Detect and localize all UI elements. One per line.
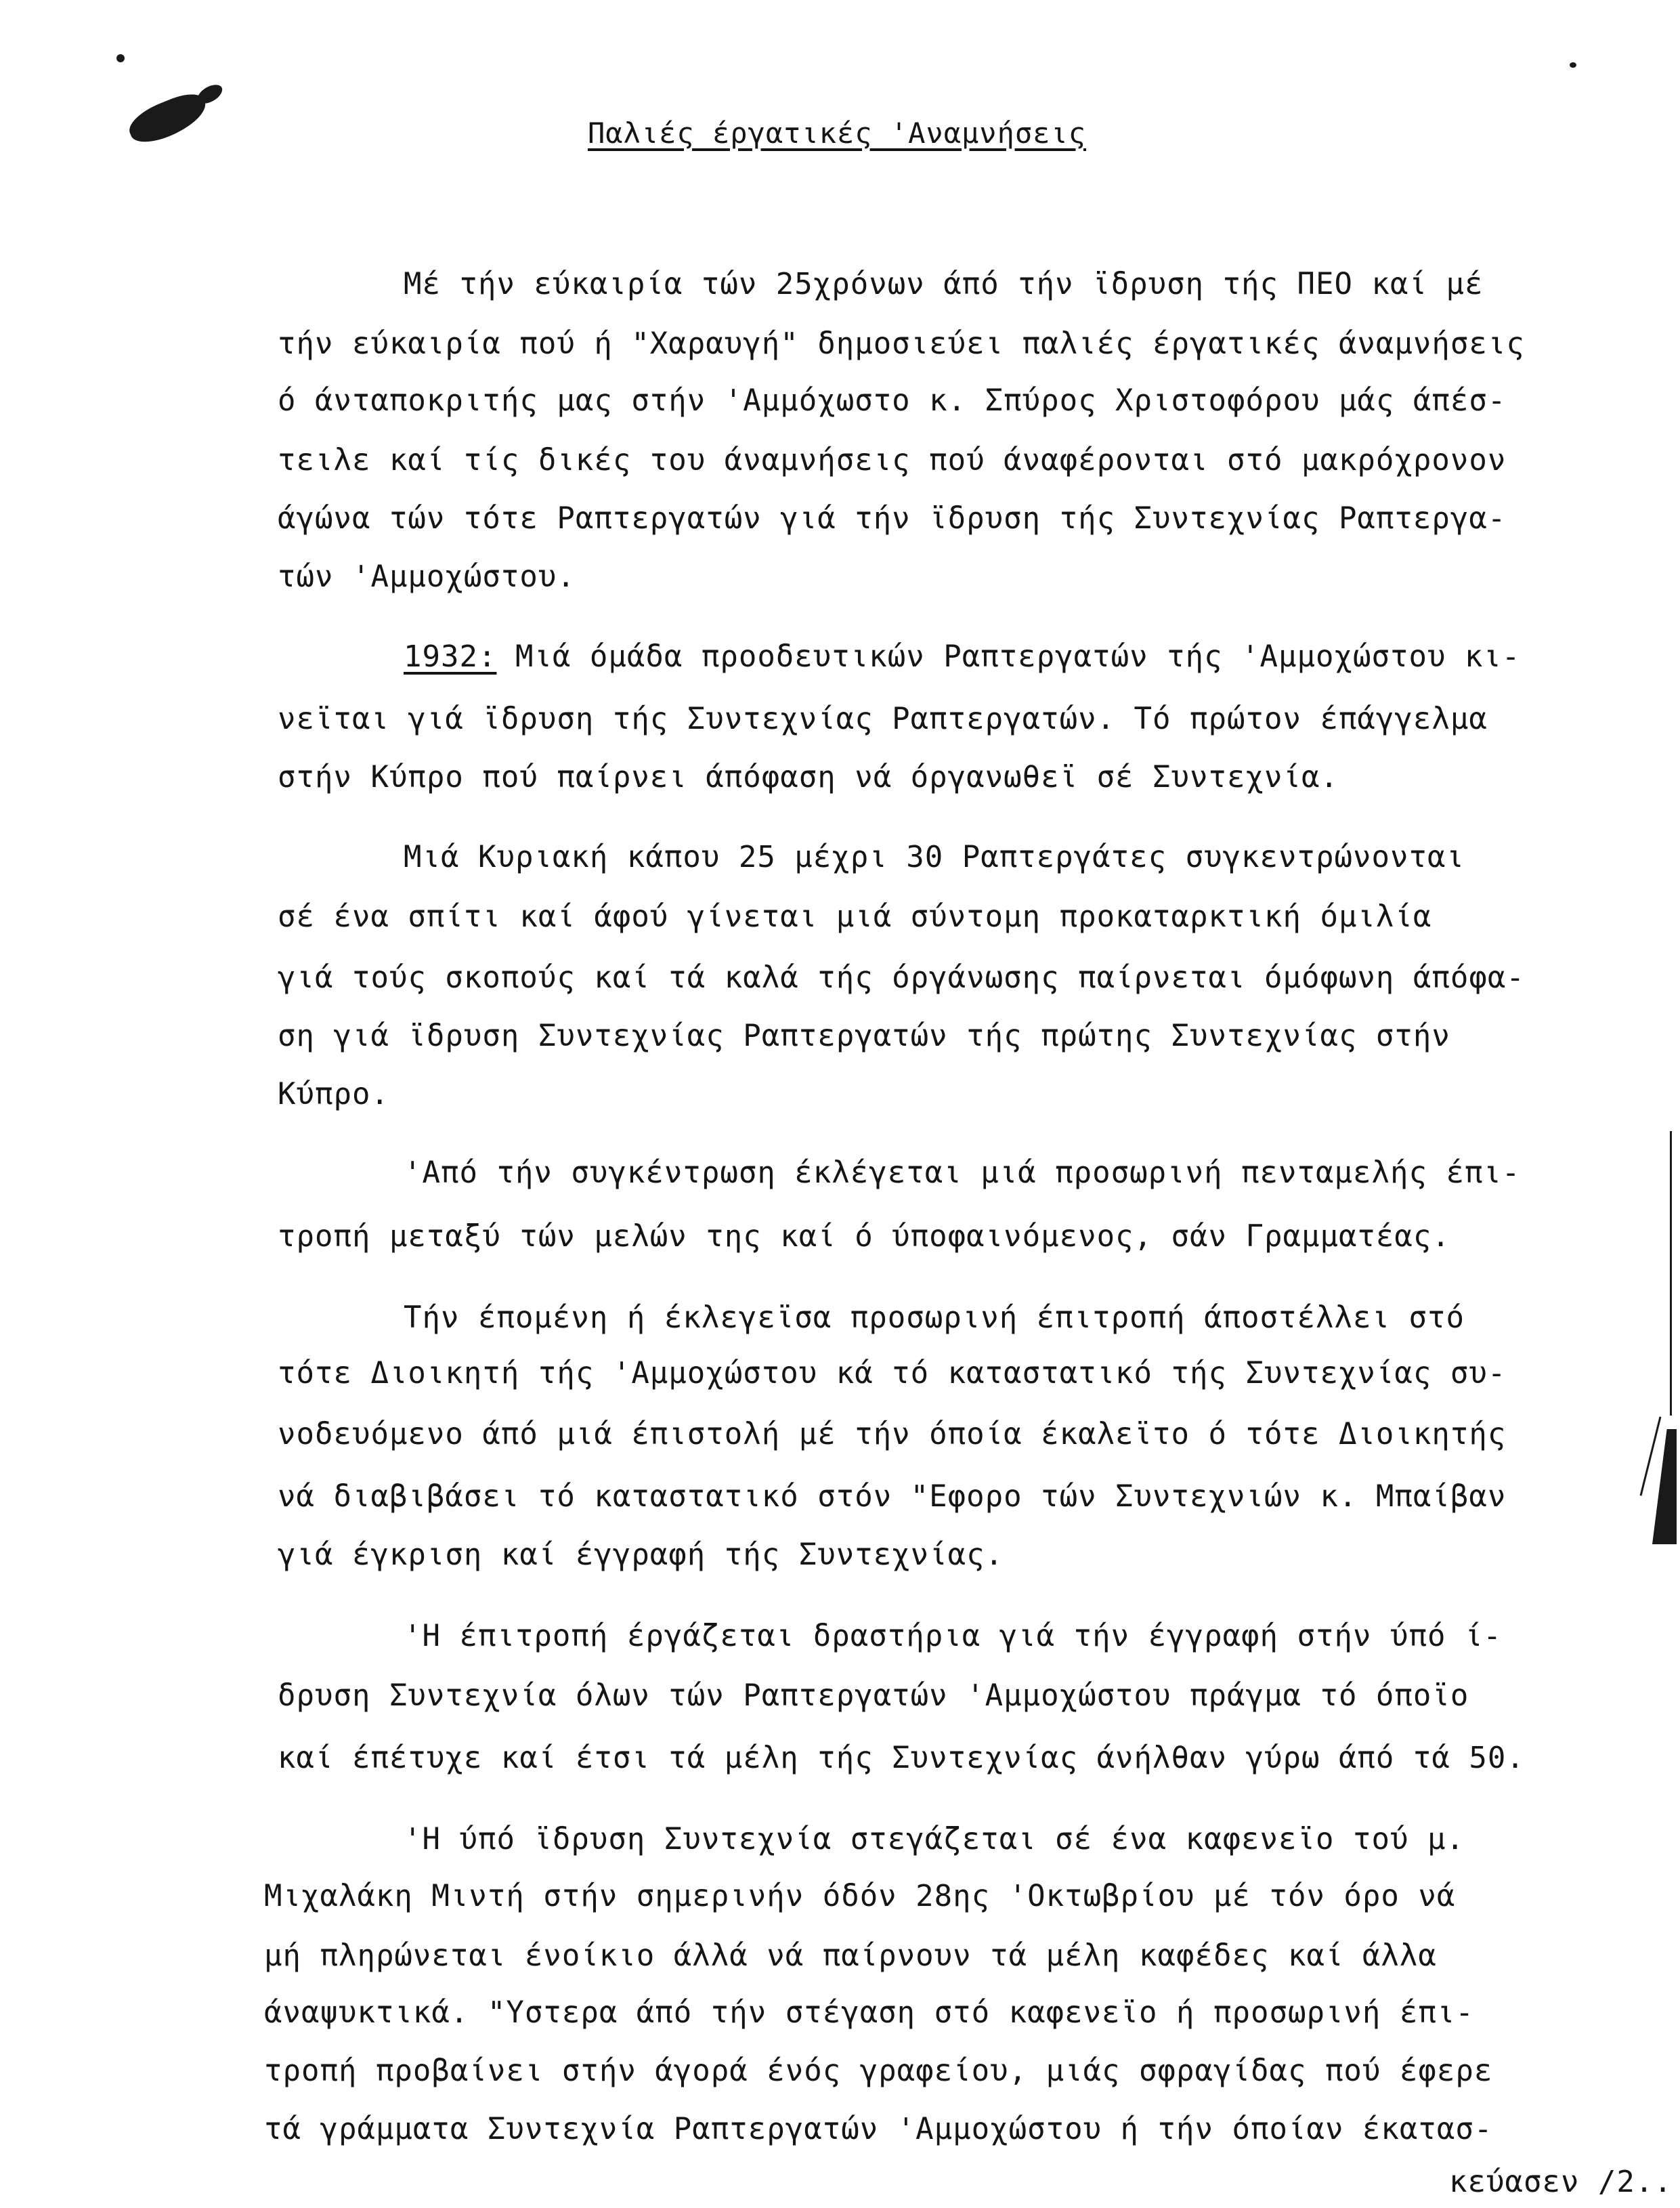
page-title: Παλιές έργατικές 'Αναμνήσεις: [588, 116, 1087, 150]
text-line: καί έπέτυχε καί έτσι τά μέλη τής Συντεχνίας άνήλθαν γύρω άπό τά 50.: [278, 1741, 1525, 1775]
page-continuation: κεύασεν /2..: [1449, 2165, 1673, 2199]
text-line: τειλε καί τίς δικές του άναμνήσεις πού άναφέρονται στό μακρόχρονον: [278, 443, 1507, 477]
ink-dot: [116, 54, 125, 62]
text-line: 'Η ύπό ϊδρυση Συντεχνία στεγάζεται σέ ένα καφενεϊο τού μ.: [404, 1822, 1465, 1856]
scan-edge-shadow: [1652, 1429, 1677, 1544]
scan-edge: [1670, 1131, 1672, 1416]
text-line: νοδευόμενο άπό μιά έπιστολή μέ τήν όποία έκαλεϊτο ό τότε Διοικητής: [278, 1417, 1507, 1451]
text-line: τά γράμματα Συντεχνία Ραπτεργατών 'Αμμοχώστου ή τήν όποίαν έκατασ-: [264, 2112, 1493, 2146]
text-line: άγώνα τών τότε Ραπτεργατών γιά τήν ϊδρυση τής Συντεχνίας Ραπτεργα-: [278, 501, 1507, 536]
year-heading: 1932:: [404, 639, 497, 674]
text-line: τροπή προβαίνει στήν άγορά ένός γραφείου, μιάς σφραγίδας πού έφερε: [264, 2054, 1493, 2088]
text-line: τότε Διοικητή τής 'Αμμοχώστου κά τό καταστατικό τής Συντεχνίας συ-: [278, 1356, 1507, 1390]
text-line: [404, 639, 1520, 674]
text-fragment: Μιά όμάδα προοδευτικών Ραπτεργατών τής 'Αμμοχώστου κι-: [496, 639, 1521, 674]
text-line: Τήν έπομένη ή έκλεγεϊσα προσωρινή έπιτροπή άποστέλλει στό: [404, 1300, 1465, 1335]
text-line: 'Η έπιτροπή έργάζεται δραστήρια γιά τήν έγγραφή στήν ύπό ί-: [404, 1619, 1502, 1653]
text-line: σέ ένα σπίτι καί άφού γίνεται μιά σύντομη προκαταρκτική όμιλία: [278, 899, 1432, 934]
text-line: Μιχαλάκη Μιντή στήν σημερινήν όδόν 28ης 'Οκτωβρίου μέ τόν όρο νά: [264, 1879, 1456, 1913]
ink-dot: [1570, 62, 1576, 68]
text-line: μή πληρώνεται ένοίκιο άλλά νά παίρνουν τά μέλη καφέδες καί άλλα: [264, 1938, 1437, 1973]
text-line: Μέ τήν εύκαιρία τών 25χρόνων άπό τήν ϊδρυση τής ΠΕΟ καί μέ: [404, 267, 1484, 301]
text-line: άναψυκτικά. "Υστερα άπό τήν στέγαση στό καφενεϊο ή προσωρινή έπι-: [264, 1995, 1474, 2030]
text-line: ση γιά ϊδρυση Συντεχνίας Ραπτεργατών τής πρώτης Συντεχνίας στήν: [278, 1019, 1450, 1053]
scan-edge: [1640, 1416, 1662, 1495]
text-line: 'Από τήν συγκέντρωση έκλέγεται μιά προσωρινή πενταμελής έπι-: [404, 1155, 1521, 1190]
text-line: νεϊται γιά ϊδρυση τής Συντεχνίας Ραπτεργατών. Τό πρώτον έπάγγελμα: [278, 702, 1488, 736]
text-line: γιά έγκριση καί έγγραφή τής Συντεχνίας.: [278, 1537, 1004, 1572]
text-line: ό άνταποκριτής μας στήν 'Αμμόχωστο κ. Σπύρος Χριστοφόρου μάς άπέσ-: [278, 383, 1507, 418]
text-line: τήν εύκαιρία πού ή "Χαραυγή" δημοσιεύει παλιές έργατικές άναμνήσεις: [278, 326, 1525, 361]
text-line: γιά τούς σκοπούς καί τά καλά τής όργάνωσης παίρνεται όμόφωνη άπόφα-: [278, 960, 1525, 995]
text-line: νά διαβιβάσει τό καταστατικό στόν "Εφορο τών Συντεχνιών κ. Μπαίβαν: [278, 1479, 1507, 1514]
text-line: τών 'Αμμοχώστου.: [278, 559, 576, 594]
text-line: τροπή μεταξύ τών μελών της καί ό ύποφαινόμενος, σάν Γραμματέας.: [278, 1219, 1450, 1254]
text-line: Μιά Κυριακή κάπου 25 μέχρι 30 Ραπτεργάτες συγκεντρώνονται: [404, 840, 1465, 874]
text-line: δρυση Συντεχνία όλων τών Ραπτεργατών 'Αμμοχώστου πράγμα τό όποϊο: [278, 1678, 1469, 1713]
text-line: Κύπρο.: [278, 1077, 389, 1111]
text-line: στήν Κύπρο πού παίρνει άπόφαση νά όργανωθεϊ σέ Συντεχνία.: [278, 760, 1339, 794]
